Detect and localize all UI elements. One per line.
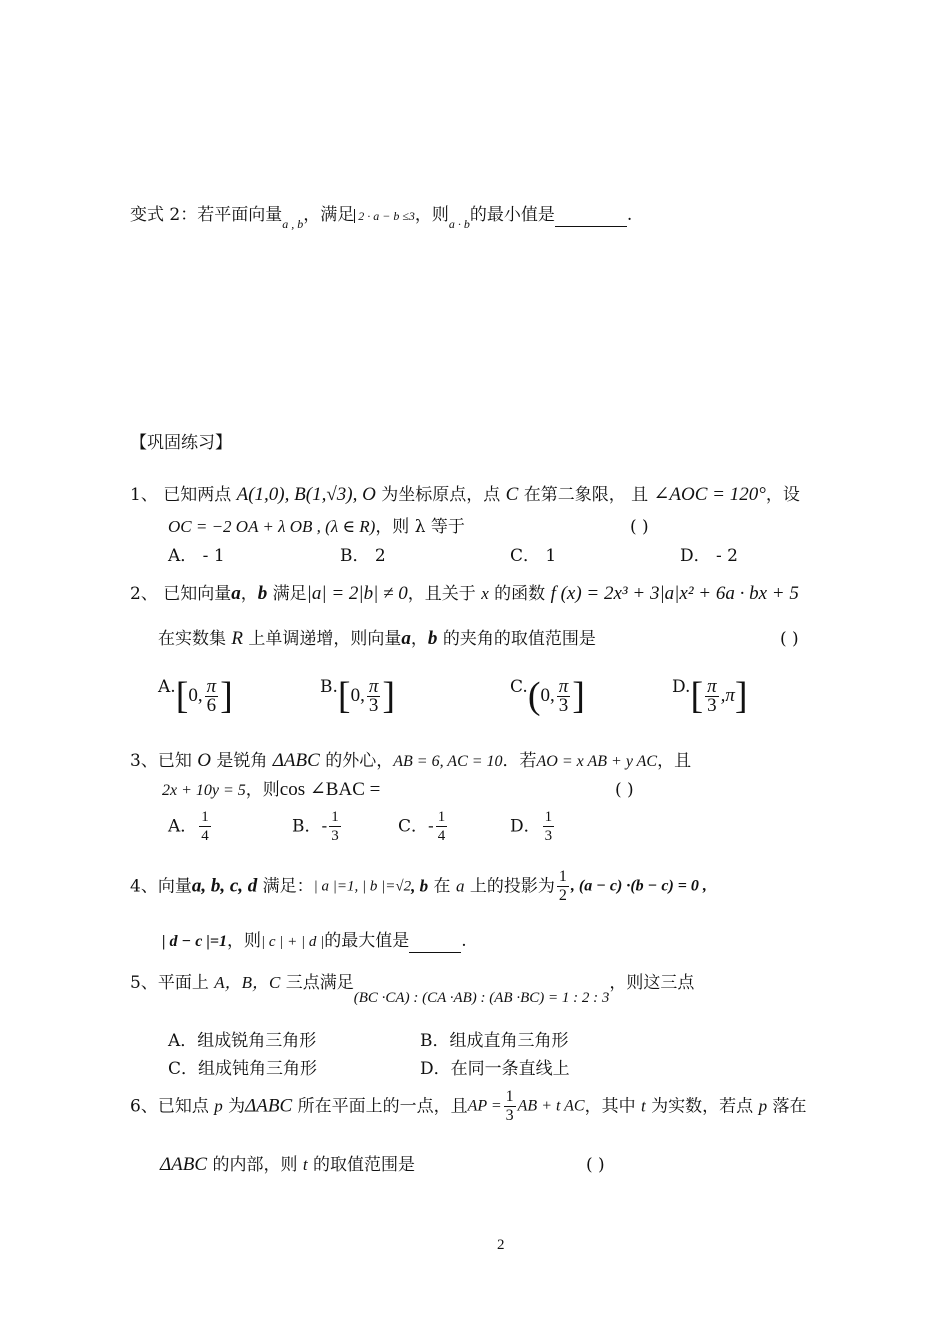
- q2-bracket: ]: [220, 675, 233, 717]
- q4-text: 在: [428, 876, 456, 897]
- q2-fraction-num: π: [707, 675, 717, 697]
- q3-text: ，且: [657, 751, 692, 771]
- q6-answer-paren: ( ): [586, 1155, 605, 1175]
- q3-option-label: B．: [292, 816, 322, 837]
- q2-answer-paren: ( ): [780, 629, 799, 649]
- q2-fraction-num: π: [206, 675, 217, 697]
- q6-triangle: ΔABC: [160, 1154, 208, 1175]
- q3-option-a: [168, 808, 213, 854]
- q4-dc-norm: | d − c |=1: [162, 933, 227, 950]
- q4-text: 满足：: [257, 876, 314, 897]
- q3-fraction-num: 1: [331, 809, 339, 825]
- q2-fraction-den: 6: [206, 694, 217, 716]
- answer-blank: [555, 204, 627, 227]
- variant2-line: [130, 204, 632, 235]
- q5-text: ，则这三点: [609, 973, 695, 993]
- q3-fraction-den: 4: [437, 828, 446, 844]
- q2-text: ，且关于: [407, 584, 482, 604]
- q2-option-label: B.: [320, 677, 338, 697]
- q1-option-c: C． 1: [510, 546, 557, 566]
- q2-bracket: (: [527, 675, 541, 717]
- q4-vars: a, b, c, d: [191, 875, 258, 897]
- q2-function: f (x) = 2x³ + 3|a|x² + 6a · bx + 5: [550, 583, 799, 604]
- q3-sign: -: [321, 816, 328, 837]
- q4-text: .: [461, 931, 467, 951]
- q3-text: 是锐角: [210, 751, 273, 771]
- q4-dot-condition: , (a − c) ·(b − c) = 0 ,: [570, 877, 707, 895]
- q4-vec-a: a: [455, 876, 465, 896]
- variant2-end: .: [626, 205, 633, 225]
- q3-vector-eq: AO = x AB + y AC: [536, 753, 658, 770]
- q1-text: ，则 λ 等于: [375, 517, 465, 537]
- q2-bracket: [: [175, 675, 189, 717]
- q1-point-c: C: [505, 484, 519, 505]
- q1-line2: [168, 516, 465, 538]
- q2-fraction-den: 3: [707, 694, 717, 716]
- q2-text: ，: [410, 629, 428, 649]
- q2-text: 在实数集: [158, 629, 232, 649]
- q5-option-c: C．组成钝角三角形: [168, 1059, 318, 1079]
- q2-line1: [130, 583, 799, 605]
- q2-vec-a: a: [401, 628, 411, 649]
- q2-bracket: ]: [734, 675, 748, 717]
- q3-text: 的外心，: [319, 751, 394, 771]
- q6-line2: [160, 1154, 415, 1176]
- q3-fraction-den: 4: [201, 828, 209, 844]
- q4-expr: | c | + | d |: [260, 934, 325, 950]
- q2-bracket: [: [690, 675, 704, 717]
- q3-option-label: D．: [510, 816, 541, 837]
- q6-triangle: ΔABC: [245, 1095, 293, 1117]
- q2-text: ，: [240, 584, 258, 604]
- q5-line1: [130, 972, 694, 1009]
- q3-option-label: A．: [168, 816, 198, 837]
- q1-vector-eq: OC = −2 OA + λ OB , (λ ∈ R): [168, 517, 376, 536]
- q6-text: 落在: [767, 1096, 807, 1117]
- q3-equation: 2x + 10y = 5: [162, 782, 246, 799]
- q6-text: 为实数，若点: [645, 1096, 759, 1117]
- variant2-suffix: 的最小值是: [469, 205, 555, 225]
- q3-text: ．若: [502, 751, 537, 771]
- q2-bracket: ]: [382, 675, 395, 717]
- q1-answer-paren: ( ): [630, 517, 649, 537]
- q3-text: 3、已知: [130, 751, 198, 771]
- q2-interval-end: ,π: [720, 685, 735, 706]
- q2-bracket: ]: [572, 675, 585, 717]
- q2-fraction-num: π: [558, 675, 569, 697]
- q6-text: 所在平面上的一点，且: [292, 1096, 468, 1117]
- variant2-mid: ，满足: [303, 205, 355, 225]
- q2-option-label: A.: [158, 677, 176, 697]
- q6-text: ，其中: [584, 1096, 642, 1117]
- q5-text: 5、平面上: [130, 973, 215, 993]
- q1-line1: [130, 484, 800, 506]
- q2-vec-a: a: [231, 583, 241, 604]
- q3-option-label: C．: [398, 816, 429, 837]
- q4-fraction-den: 2: [558, 887, 567, 904]
- q1-points: A(1,0), B(1,√3), O: [236, 484, 376, 505]
- q3-fraction-den: 3: [544, 828, 553, 844]
- q6-t: t: [641, 1096, 646, 1116]
- q4-text: ，则: [226, 931, 261, 951]
- q6-fraction-den: 3: [505, 1107, 514, 1124]
- q1-text: 为坐标原点，点: [375, 485, 506, 505]
- q2-option-d: [672, 676, 748, 726]
- q1-text: 1、 已知两点: [130, 485, 237, 505]
- q4-line1: [130, 868, 707, 914]
- q2-fraction-num: π: [368, 675, 379, 697]
- q6-t: t: [302, 1155, 308, 1174]
- variant2-then: ，则: [414, 205, 449, 225]
- q3-lengths: AB = 6, AC = 10: [393, 753, 503, 770]
- q3-fraction-num: 1: [201, 809, 209, 825]
- q2-bracket: [: [337, 675, 351, 717]
- q5-text: 三点满足: [280, 973, 354, 993]
- q2-x: x: [481, 584, 489, 603]
- q6-line1: [130, 1088, 806, 1134]
- q1-option-a: A． - 1: [168, 546, 225, 566]
- q2-text: 满足: [267, 584, 307, 604]
- q6-vector-sum: AB + t AC: [517, 1097, 585, 1115]
- q5-option-b: B．组成直角三角形: [420, 1031, 569, 1051]
- q1-option-b: B． 2: [340, 546, 386, 566]
- q4-text: 上的投影为: [464, 876, 555, 897]
- q1-option-d: D． - 2: [680, 546, 738, 566]
- q6-text: 6、已知点: [130, 1096, 215, 1117]
- q4-text: 的最大值是: [324, 931, 410, 951]
- page-number: 2: [497, 1237, 505, 1253]
- q6-text: 的取值范围是: [307, 1155, 415, 1175]
- q5-option-a: A．组成锐角三角形: [168, 1031, 317, 1051]
- q4-vec-b: , b: [411, 876, 429, 896]
- q6-p: p: [214, 1096, 223, 1116]
- q2-fraction-den: 3: [368, 694, 379, 716]
- q1-text: 在第二象限， 且: [518, 485, 654, 505]
- variant2-expr: a · b: [448, 217, 470, 231]
- q3-cos: cos ∠BAC =: [279, 779, 381, 800]
- q4-text: 4、向量: [130, 876, 192, 897]
- answer-blank: [409, 930, 461, 953]
- q3-option-b: [292, 808, 343, 854]
- q6-p: p: [758, 1096, 768, 1116]
- q2-interval-start: 0,: [188, 685, 203, 706]
- variant2-condition: 2 · a − b ≤3: [354, 209, 415, 223]
- q2-line2: [158, 628, 596, 650]
- q3-answer-paren: ( ): [615, 780, 634, 800]
- q3-option-c: [398, 808, 449, 854]
- variant2-vectors: a , b: [282, 217, 304, 231]
- q3-fraction-num: 1: [437, 809, 446, 825]
- q1-angle: ∠AOC = 120°: [653, 484, 766, 505]
- q2-vec-b: b: [257, 583, 268, 604]
- q3-triangle: ΔABC: [272, 750, 320, 771]
- q3-option-d: [510, 808, 556, 854]
- q4-fraction-num: 1: [558, 868, 567, 885]
- q5-ratio: (BC ·CA) : (CA ·AB) : (AB ·BC) = 1 : 2 : 3: [353, 990, 610, 1006]
- q2-interval-start: 0,: [540, 685, 555, 706]
- q1-text: ，设: [765, 485, 800, 505]
- q2-option-label: D.: [672, 677, 691, 697]
- q2-option-b: [320, 676, 395, 726]
- q4-norms: | a |=1, | b |=√2: [313, 878, 412, 895]
- q6-text: 的内部，则: [207, 1155, 303, 1175]
- q5-option-d: D．在同一条直线上: [420, 1059, 570, 1079]
- q3-text: ，则: [245, 780, 280, 800]
- q3-fraction-num: 1: [544, 809, 553, 825]
- q3-line1: [130, 750, 691, 773]
- q2-option-c: [510, 676, 585, 726]
- q4-line2: [162, 930, 467, 953]
- q2-option-label: C.: [510, 677, 528, 697]
- q2-text: 上单调递增，则向量: [243, 629, 402, 649]
- q3-line2: [162, 779, 380, 802]
- q2-text: 的夹角的取值范围是: [437, 629, 596, 649]
- q2-text: 的函数: [488, 584, 551, 604]
- q6-text: 为: [222, 1096, 246, 1117]
- q3-fraction-den: 3: [331, 828, 339, 844]
- q3-sign: -: [428, 816, 434, 837]
- q6-fraction-num: 1: [505, 1088, 514, 1105]
- q2-text: 2、 已知向量: [130, 584, 232, 604]
- q6-ap: AP =: [467, 1097, 502, 1115]
- q5-points: A，B，C: [214, 973, 281, 992]
- q2-option-a: [158, 676, 233, 726]
- q3-O: O: [197, 750, 211, 771]
- q2-R: R: [231, 628, 244, 649]
- q2-condition: |a| = 2|b| ≠ 0: [306, 583, 408, 604]
- variant2-prefix: 变式 2：若平面向量: [130, 205, 283, 225]
- q2-vec-b: b: [427, 628, 438, 649]
- q2-fraction-den: 3: [558, 694, 569, 716]
- q2-interval-start: 0,: [350, 685, 365, 706]
- section-title: 【巩固练习】: [130, 433, 232, 453]
